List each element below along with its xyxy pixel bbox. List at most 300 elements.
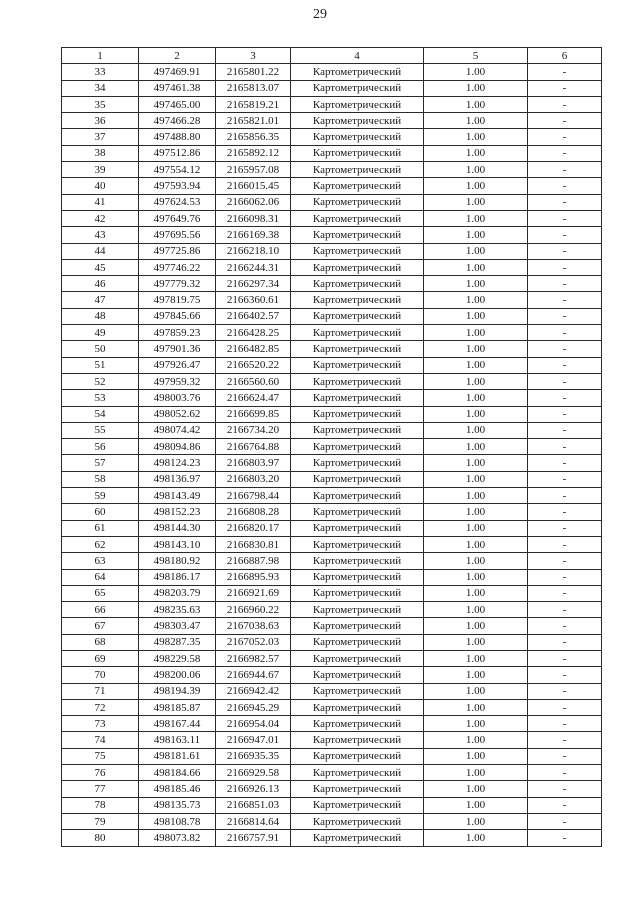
accuracy-cell: 1.00 — [424, 162, 528, 178]
y-coordinate-cell: 2166520.22 — [216, 357, 291, 373]
note-cell: - — [528, 569, 602, 585]
y-coordinate-cell: 2166764.88 — [216, 439, 291, 455]
x-coordinate-cell: 497512.86 — [139, 145, 216, 161]
y-coordinate-cell: 2165957.08 — [216, 162, 291, 178]
method-cell: Картометрический — [291, 536, 424, 552]
accuracy-cell: 1.00 — [424, 813, 528, 829]
x-coordinate-cell: 498203.79 — [139, 585, 216, 601]
note-cell: - — [528, 145, 602, 161]
x-coordinate-cell: 498163.11 — [139, 732, 216, 748]
point-number-cell: 50 — [62, 341, 139, 357]
y-coordinate-cell: 2165856.35 — [216, 129, 291, 145]
table-row — [62, 781, 602, 797]
column-header: 6 — [528, 48, 602, 64]
table-row — [62, 390, 602, 406]
accuracy-cell: 1.00 — [424, 113, 528, 129]
table-row — [62, 602, 602, 618]
method-cell: Картометрический — [291, 634, 424, 650]
page-number: 29 — [313, 7, 327, 22]
y-coordinate-cell: 2166808.28 — [216, 504, 291, 520]
table-row — [62, 765, 602, 781]
method-cell: Картометрический — [291, 341, 424, 357]
accuracy-cell: 1.00 — [424, 373, 528, 389]
x-coordinate-cell: 498143.49 — [139, 488, 216, 504]
point-number-cell: 75 — [62, 748, 139, 764]
accuracy-cell: 1.00 — [424, 797, 528, 813]
note-cell: - — [528, 765, 602, 781]
x-coordinate-cell: 497593.94 — [139, 178, 216, 194]
accuracy-cell: 1.00 — [424, 227, 528, 243]
accuracy-cell: 1.00 — [424, 308, 528, 324]
method-cell: Картометрический — [291, 488, 424, 504]
method-cell: Картометрический — [291, 748, 424, 764]
y-coordinate-cell: 2166935.35 — [216, 748, 291, 764]
column-header: 4 — [291, 48, 424, 64]
x-coordinate-cell: 498184.66 — [139, 765, 216, 781]
note-cell: - — [528, 667, 602, 683]
table-row — [62, 634, 602, 650]
x-coordinate-cell: 498152.23 — [139, 504, 216, 520]
y-coordinate-cell: 2166169.38 — [216, 227, 291, 243]
method-cell: Картометрический — [291, 781, 424, 797]
accuracy-cell: 1.00 — [424, 341, 528, 357]
y-coordinate-cell: 2166820.17 — [216, 520, 291, 536]
accuracy-cell: 1.00 — [424, 80, 528, 96]
method-cell: Картометрический — [291, 406, 424, 422]
coordinates-table — [61, 47, 602, 847]
x-coordinate-cell: 497845.66 — [139, 308, 216, 324]
note-cell: - — [528, 292, 602, 308]
y-coordinate-cell: 2166954.04 — [216, 716, 291, 732]
note-cell: - — [528, 813, 602, 829]
table-row — [62, 716, 602, 732]
point-number-cell: 53 — [62, 390, 139, 406]
table-row — [62, 162, 602, 178]
x-coordinate-cell: 498136.97 — [139, 471, 216, 487]
note-cell: - — [528, 194, 602, 210]
point-number-cell: 52 — [62, 373, 139, 389]
note-cell: - — [528, 178, 602, 194]
x-coordinate-cell: 497466.28 — [139, 113, 216, 129]
method-cell: Картометрический — [291, 716, 424, 732]
y-coordinate-cell: 2166699.85 — [216, 406, 291, 422]
method-cell: Картометрический — [291, 520, 424, 536]
x-coordinate-cell: 498135.73 — [139, 797, 216, 813]
table-row — [62, 699, 602, 715]
point-number-cell: 68 — [62, 634, 139, 650]
y-coordinate-cell: 2166757.91 — [216, 830, 291, 846]
accuracy-cell: 1.00 — [424, 129, 528, 145]
point-number-cell: 43 — [62, 227, 139, 243]
method-cell: Картометрический — [291, 80, 424, 96]
method-cell: Картометрический — [291, 830, 424, 846]
table-row — [62, 520, 602, 536]
method-cell: Картометрический — [291, 210, 424, 226]
point-number-cell: 39 — [62, 162, 139, 178]
x-coordinate-cell: 498094.86 — [139, 439, 216, 455]
method-cell: Картометрический — [291, 797, 424, 813]
method-cell: Картометрический — [291, 813, 424, 829]
y-coordinate-cell: 2166428.25 — [216, 325, 291, 341]
method-cell: Картометрический — [291, 145, 424, 161]
note-cell: - — [528, 129, 602, 145]
y-coordinate-cell: 2166887.98 — [216, 553, 291, 569]
table-row — [62, 259, 602, 275]
x-coordinate-cell: 497959.32 — [139, 373, 216, 389]
accuracy-cell: 1.00 — [424, 650, 528, 666]
y-coordinate-cell: 2166960.22 — [216, 602, 291, 618]
x-coordinate-cell: 497901.36 — [139, 341, 216, 357]
note-cell: - — [528, 113, 602, 129]
method-cell: Картометрический — [291, 732, 424, 748]
table-row — [62, 488, 602, 504]
method-cell: Картометрический — [291, 455, 424, 471]
note-cell: - — [528, 504, 602, 520]
table-row — [62, 618, 602, 634]
y-coordinate-cell: 2166015.45 — [216, 178, 291, 194]
note-cell: - — [528, 488, 602, 504]
method-cell: Картометрический — [291, 569, 424, 585]
note-cell: - — [528, 308, 602, 324]
note-cell: - — [528, 243, 602, 259]
method-cell: Картометрический — [291, 650, 424, 666]
note-cell: - — [528, 634, 602, 650]
accuracy-cell: 1.00 — [424, 781, 528, 797]
x-coordinate-cell: 497725.86 — [139, 243, 216, 259]
table-row — [62, 178, 602, 194]
point-number-cell: 38 — [62, 145, 139, 161]
point-number-cell: 65 — [62, 585, 139, 601]
note-cell: - — [528, 471, 602, 487]
point-number-cell: 51 — [62, 357, 139, 373]
note-cell: - — [528, 341, 602, 357]
accuracy-cell: 1.00 — [424, 748, 528, 764]
y-coordinate-cell: 2166244.31 — [216, 259, 291, 275]
table-row — [62, 585, 602, 601]
x-coordinate-cell: 497554.12 — [139, 162, 216, 178]
note-cell: - — [528, 716, 602, 732]
x-coordinate-cell: 497649.76 — [139, 210, 216, 226]
point-number-cell: 72 — [62, 699, 139, 715]
x-coordinate-cell: 497746.22 — [139, 259, 216, 275]
note-cell: - — [528, 797, 602, 813]
note-cell: - — [528, 210, 602, 226]
note-cell: - — [528, 520, 602, 536]
accuracy-cell: 1.00 — [424, 422, 528, 438]
y-coordinate-cell: 2166098.31 — [216, 210, 291, 226]
point-number-cell: 77 — [62, 781, 139, 797]
note-cell: - — [528, 325, 602, 341]
accuracy-cell: 1.00 — [424, 602, 528, 618]
accuracy-cell: 1.00 — [424, 276, 528, 292]
method-cell: Картометрический — [291, 553, 424, 569]
y-coordinate-cell: 2167052.03 — [216, 634, 291, 650]
note-cell: - — [528, 357, 602, 373]
y-coordinate-cell: 2166944.67 — [216, 667, 291, 683]
point-number-cell: 71 — [62, 683, 139, 699]
x-coordinate-cell: 497859.23 — [139, 325, 216, 341]
note-cell: - — [528, 618, 602, 634]
table-row — [62, 341, 602, 357]
method-cell: Картометрический — [291, 618, 424, 634]
point-number-cell: 69 — [62, 650, 139, 666]
x-coordinate-cell: 498180.92 — [139, 553, 216, 569]
y-coordinate-cell: 2166062.06 — [216, 194, 291, 210]
y-coordinate-cell: 2166929.58 — [216, 765, 291, 781]
accuracy-cell: 1.00 — [424, 455, 528, 471]
point-number-cell: 70 — [62, 667, 139, 683]
table-row — [62, 96, 602, 112]
point-number-cell: 42 — [62, 210, 139, 226]
note-cell: - — [528, 650, 602, 666]
table-row — [62, 504, 602, 520]
point-number-cell: 48 — [62, 308, 139, 324]
y-coordinate-cell: 2166895.93 — [216, 569, 291, 585]
accuracy-cell: 1.00 — [424, 488, 528, 504]
y-coordinate-cell: 2165813.07 — [216, 80, 291, 96]
table-row — [62, 210, 602, 226]
x-coordinate-cell: 498185.87 — [139, 699, 216, 715]
y-coordinate-cell: 2166624.47 — [216, 390, 291, 406]
x-coordinate-cell: 498194.39 — [139, 683, 216, 699]
x-coordinate-cell: 497819.75 — [139, 292, 216, 308]
x-coordinate-cell: 497695.56 — [139, 227, 216, 243]
point-number-cell: 58 — [62, 471, 139, 487]
x-coordinate-cell: 498074.42 — [139, 422, 216, 438]
point-number-cell: 62 — [62, 536, 139, 552]
method-cell: Картометрический — [291, 357, 424, 373]
method-cell: Картометрический — [291, 292, 424, 308]
table-row — [62, 292, 602, 308]
accuracy-cell: 1.00 — [424, 471, 528, 487]
method-cell: Картометрический — [291, 96, 424, 112]
point-number-cell: 33 — [62, 64, 139, 80]
point-number-cell: 60 — [62, 504, 139, 520]
table-row — [62, 732, 602, 748]
accuracy-cell: 1.00 — [424, 406, 528, 422]
accuracy-cell: 1.00 — [424, 259, 528, 275]
method-cell: Картометрический — [291, 602, 424, 618]
point-number-cell: 55 — [62, 422, 139, 438]
accuracy-cell: 1.00 — [424, 667, 528, 683]
table-row — [62, 471, 602, 487]
table-header-row — [62, 48, 602, 64]
accuracy-cell: 1.00 — [424, 618, 528, 634]
point-number-cell: 76 — [62, 765, 139, 781]
method-cell: Картометрический — [291, 64, 424, 80]
note-cell: - — [528, 683, 602, 699]
table-row — [62, 797, 602, 813]
x-coordinate-cell: 498143.10 — [139, 536, 216, 552]
x-coordinate-cell: 497465.00 — [139, 96, 216, 112]
note-cell: - — [528, 64, 602, 80]
table-row — [62, 64, 602, 80]
table-row — [62, 243, 602, 259]
point-number-cell: 41 — [62, 194, 139, 210]
method-cell: Картометрический — [291, 471, 424, 487]
method-cell: Картометрический — [291, 162, 424, 178]
point-number-cell: 49 — [62, 325, 139, 341]
note-cell: - — [528, 373, 602, 389]
accuracy-cell: 1.00 — [424, 716, 528, 732]
point-number-cell: 63 — [62, 553, 139, 569]
method-cell: Картометрический — [291, 325, 424, 341]
y-coordinate-cell: 2166734.20 — [216, 422, 291, 438]
method-cell: Картометрический — [291, 699, 424, 715]
method-cell: Картометрический — [291, 373, 424, 389]
point-number-cell: 73 — [62, 716, 139, 732]
note-cell: - — [528, 553, 602, 569]
accuracy-cell: 1.00 — [424, 536, 528, 552]
method-cell: Картометрический — [291, 765, 424, 781]
method-cell: Картометрический — [291, 129, 424, 145]
table-row — [62, 276, 602, 292]
y-coordinate-cell: 2166482.85 — [216, 341, 291, 357]
method-cell: Картометрический — [291, 308, 424, 324]
accuracy-cell: 1.00 — [424, 145, 528, 161]
note-cell: - — [528, 536, 602, 552]
y-coordinate-cell: 2166297.34 — [216, 276, 291, 292]
note-cell: - — [528, 259, 602, 275]
note-cell: - — [528, 585, 602, 601]
accuracy-cell: 1.00 — [424, 178, 528, 194]
x-coordinate-cell: 498287.35 — [139, 634, 216, 650]
table-row — [62, 569, 602, 585]
note-cell: - — [528, 406, 602, 422]
accuracy-cell: 1.00 — [424, 683, 528, 699]
x-coordinate-cell: 498200.06 — [139, 667, 216, 683]
y-coordinate-cell: 2166360.61 — [216, 292, 291, 308]
table-row — [62, 813, 602, 829]
note-cell: - — [528, 781, 602, 797]
method-cell: Картометрический — [291, 683, 424, 699]
x-coordinate-cell: 498052.62 — [139, 406, 216, 422]
note-cell: - — [528, 732, 602, 748]
point-number-cell: 79 — [62, 813, 139, 829]
table-row — [62, 422, 602, 438]
point-number-cell: 37 — [62, 129, 139, 145]
x-coordinate-cell: 497488.80 — [139, 129, 216, 145]
y-coordinate-cell: 2166942.42 — [216, 683, 291, 699]
point-number-cell: 36 — [62, 113, 139, 129]
x-coordinate-cell: 498073.82 — [139, 830, 216, 846]
table-row — [62, 748, 602, 764]
column-header: 1 — [62, 48, 139, 64]
x-coordinate-cell: 498108.78 — [139, 813, 216, 829]
method-cell: Картометрический — [291, 504, 424, 520]
x-coordinate-cell: 497624.53 — [139, 194, 216, 210]
point-number-cell: 54 — [62, 406, 139, 422]
note-cell: - — [528, 390, 602, 406]
method-cell: Картометрический — [291, 194, 424, 210]
point-number-cell: 66 — [62, 602, 139, 618]
accuracy-cell: 1.00 — [424, 520, 528, 536]
y-coordinate-cell: 2165819.21 — [216, 96, 291, 112]
note-cell: - — [528, 80, 602, 96]
note-cell: - — [528, 830, 602, 846]
table-row — [62, 145, 602, 161]
y-coordinate-cell: 2166803.20 — [216, 471, 291, 487]
table-row — [62, 536, 602, 552]
y-coordinate-cell: 2166402.57 — [216, 308, 291, 324]
column-header: 2 — [139, 48, 216, 64]
x-coordinate-cell: 497926.47 — [139, 357, 216, 373]
point-number-cell: 44 — [62, 243, 139, 259]
table-row — [62, 553, 602, 569]
point-number-cell: 67 — [62, 618, 139, 634]
table-body — [62, 64, 602, 846]
y-coordinate-cell: 2166218.10 — [216, 243, 291, 259]
accuracy-cell: 1.00 — [424, 357, 528, 373]
method-cell: Картометрический — [291, 390, 424, 406]
table-row — [62, 455, 602, 471]
accuracy-cell: 1.00 — [424, 732, 528, 748]
method-cell: Картометрический — [291, 113, 424, 129]
accuracy-cell: 1.00 — [424, 194, 528, 210]
y-coordinate-cell: 2166803.97 — [216, 455, 291, 471]
y-coordinate-cell: 2166921.69 — [216, 585, 291, 601]
note-cell: - — [528, 227, 602, 243]
accuracy-cell: 1.00 — [424, 439, 528, 455]
y-coordinate-cell: 2166798.44 — [216, 488, 291, 504]
method-cell: Картометрический — [291, 227, 424, 243]
table-row — [62, 667, 602, 683]
y-coordinate-cell: 2165801.22 — [216, 64, 291, 80]
accuracy-cell: 1.00 — [424, 553, 528, 569]
point-number-cell: 78 — [62, 797, 139, 813]
x-coordinate-cell: 498181.61 — [139, 748, 216, 764]
accuracy-cell: 1.00 — [424, 64, 528, 80]
x-coordinate-cell: 498229.58 — [139, 650, 216, 666]
x-coordinate-cell: 498167.44 — [139, 716, 216, 732]
accuracy-cell: 1.00 — [424, 585, 528, 601]
method-cell: Картометрический — [291, 243, 424, 259]
y-coordinate-cell: 2167038.63 — [216, 618, 291, 634]
x-coordinate-cell: 498235.63 — [139, 602, 216, 618]
note-cell: - — [528, 162, 602, 178]
y-coordinate-cell: 2166851.03 — [216, 797, 291, 813]
table-row — [62, 194, 602, 210]
table-row — [62, 650, 602, 666]
y-coordinate-cell: 2166945.29 — [216, 699, 291, 715]
note-cell: - — [528, 276, 602, 292]
accuracy-cell: 1.00 — [424, 96, 528, 112]
y-coordinate-cell: 2165821.01 — [216, 113, 291, 129]
point-number-cell: 35 — [62, 96, 139, 112]
accuracy-cell: 1.00 — [424, 830, 528, 846]
method-cell: Картометрический — [291, 439, 424, 455]
table-row — [62, 308, 602, 324]
method-cell: Картометрический — [291, 178, 424, 194]
point-number-cell: 47 — [62, 292, 139, 308]
y-coordinate-cell: 2166926.13 — [216, 781, 291, 797]
note-cell: - — [528, 602, 602, 618]
table-row — [62, 406, 602, 422]
point-number-cell: 74 — [62, 732, 139, 748]
table-row — [62, 325, 602, 341]
table-row — [62, 80, 602, 96]
point-number-cell: 57 — [62, 455, 139, 471]
method-cell: Картометрический — [291, 276, 424, 292]
point-number-cell: 46 — [62, 276, 139, 292]
accuracy-cell: 1.00 — [424, 210, 528, 226]
x-coordinate-cell: 497779.32 — [139, 276, 216, 292]
table-row — [62, 357, 602, 373]
point-number-cell: 80 — [62, 830, 139, 846]
x-coordinate-cell: 498186.17 — [139, 569, 216, 585]
note-cell: - — [528, 439, 602, 455]
method-cell: Картометрический — [291, 259, 424, 275]
